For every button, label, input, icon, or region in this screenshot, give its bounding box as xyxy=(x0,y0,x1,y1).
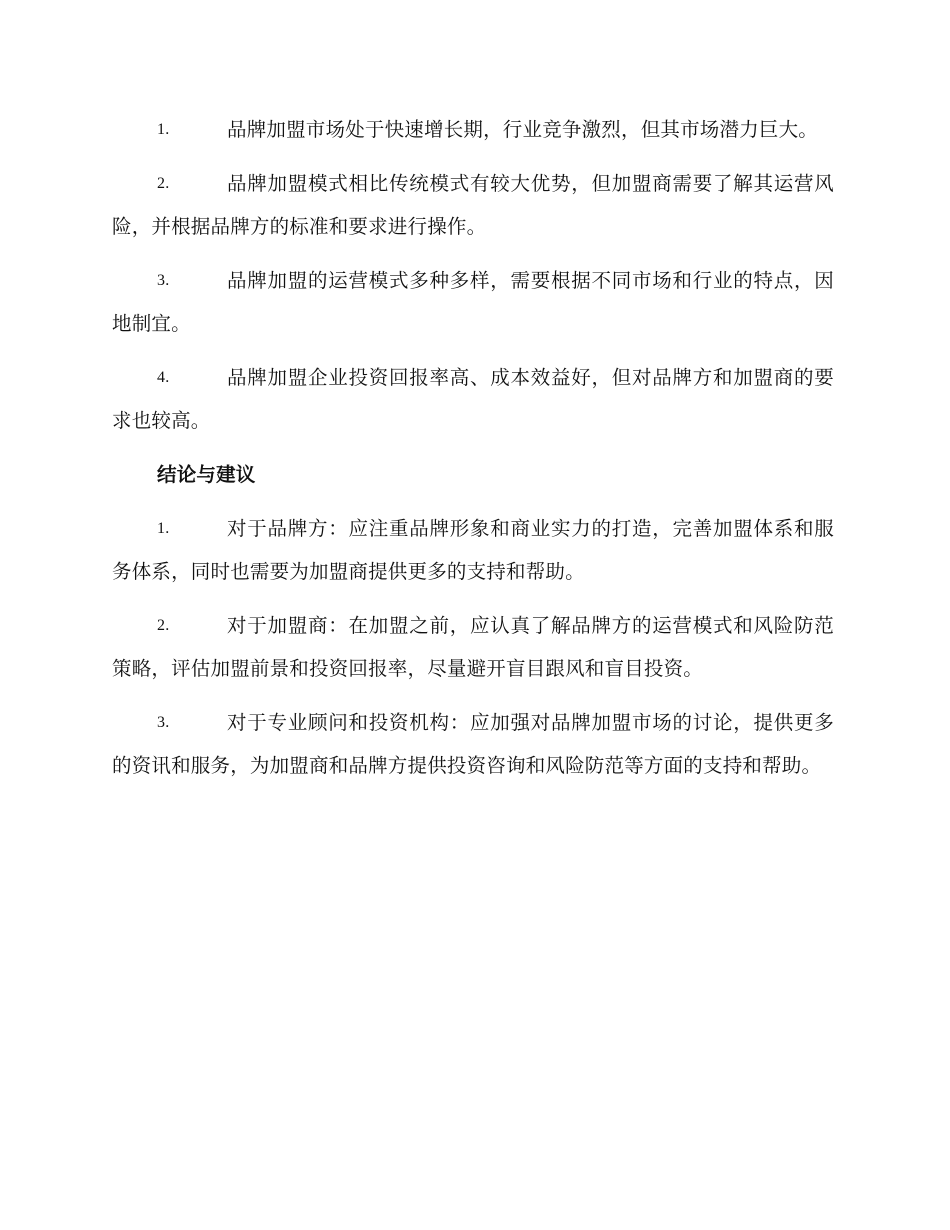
list-number: 1. xyxy=(157,121,170,138)
list-number: 3. xyxy=(157,714,170,731)
list-text: 品牌加盟的运营模式多种多样，需要根据不同市场和行业的特点，因地制宜。 xyxy=(112,269,834,335)
list-text: 品牌加盟企业投资回报率高、成本效益好，但对品牌方和加盟商的要求也较高。 xyxy=(112,366,834,432)
section-heading: 结论与建议 xyxy=(157,463,256,486)
list-number: 2. xyxy=(157,175,170,192)
recommendation-item xyxy=(112,701,834,787)
list-number: 1. xyxy=(157,520,170,537)
list-number: 4. xyxy=(157,369,170,386)
document-body xyxy=(112,108,834,798)
list-number: 3. xyxy=(157,272,170,289)
list-text: 品牌加盟市场处于快速增长期，行业竞争激烈，但其市场潜力巨大。 xyxy=(227,118,819,141)
list-text: 品牌加盟模式相比传统模式有较大优势，但加盟商需要了解其运营风险，并根据品牌方的标准和要求进行操作。 xyxy=(112,172,834,238)
finding-item xyxy=(112,108,834,151)
list-text: 对于专业顾问和投资机构：应加强对品牌加盟市场的讨论，提供更多的资讯和服务，为加盟商和品牌方提供投资咨询和风险防范等方面的支持和帮助。 xyxy=(112,711,834,777)
list-text: 对于品牌方：应注重品牌形象和商业实力的打造，完善加盟体系和服务体系，同时也需要为加盟商提供更多的支持和帮助。 xyxy=(112,517,834,583)
recommendation-item xyxy=(112,604,834,690)
finding-item xyxy=(112,162,834,248)
list-number: 2. xyxy=(157,617,170,634)
list-text: 对于加盟商：在加盟之前，应认真了解品牌方的运营模式和风险防范策略，评估加盟前景和投资回报率，尽量避开盲目跟风和盲目投资。 xyxy=(112,614,834,680)
finding-item xyxy=(112,356,834,442)
finding-item xyxy=(112,259,834,345)
recommendation-item xyxy=(112,507,834,593)
